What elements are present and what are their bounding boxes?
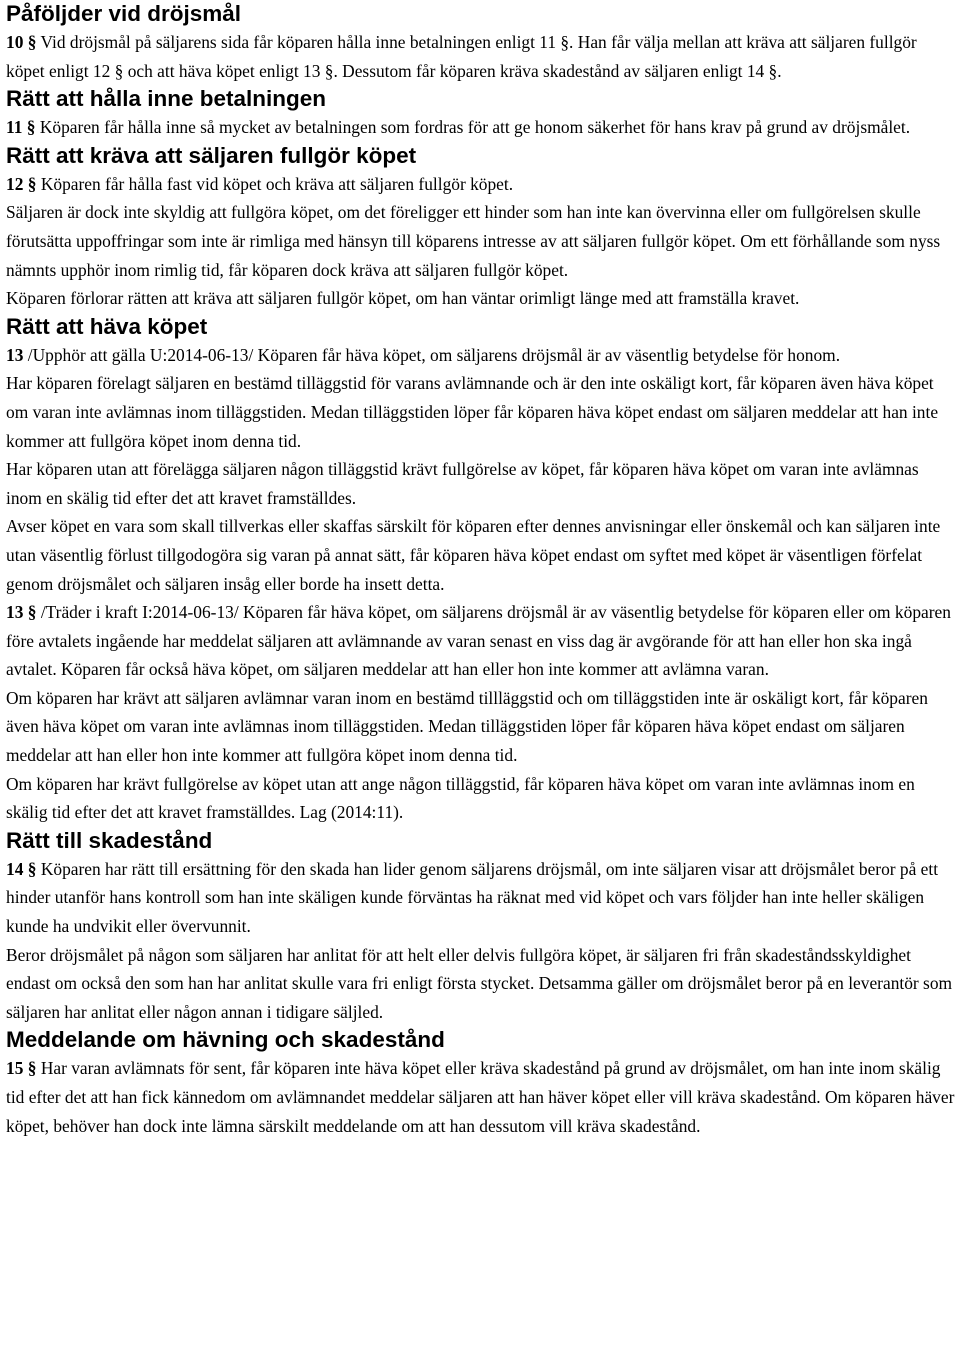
document-page [6, 0, 958, 1140]
paragraph-number: 12 [6, 173, 24, 194]
paragraph-text: Har varan avlämnats för sent, får köparen inte häva köpet eller kräva skadestånd på grund av dröjsmålet, om han inte inom skälig tid efter det att han fick kännedom om avlämnandet meddelar säljaren att han häver köpet eller vill kräva skadestånd. Om köparen häver köpet, behöver han dock inte lämna särskilt meddelande om att han dessutom vill kräva skadestånd. [6, 1058, 955, 1136]
section-sign: § [26, 117, 36, 138]
paragraph-text: Om köparen har krävt fullgörelse av köpet utan att ange någon tilläggstid, får köparen häva köpet om varan inte avlämnas inom en skälig tid efter det att kravet framställdes. Lag (2014:11). [6, 773, 915, 823]
paragraph-number: 15 [6, 1058, 24, 1079]
paragraph [6, 684, 958, 770]
section-sign: § [27, 858, 37, 879]
section-heading: Rätt att hålla inne betalningen [6, 86, 327, 112]
paragraph [6, 284, 958, 313]
paragraph-text: Har köparen utan att förelägga säljaren någon tilläggstid krävt fullgörelse av köpet, får köparen häva köpet om varan inte avlämnas inom en skälig tid efter det att kravet framställdes. [6, 459, 919, 508]
section-heading: Rätt till skadestånd [6, 827, 213, 853]
paragraph [6, 598, 958, 684]
paragraph [6, 455, 958, 512]
paragraph [6, 198, 958, 284]
paragraph-text: /Träder i kraft I:2014-06-13/ Köparen får häva köpet, om säljarens dröjsmål är av väsentlig betydelse för köparen eller om köparen före avtalets ingående har meddelat säljaren att avlämnande av varan senast en viss dag är avgörande för att han eller hon ska ingå avtalet. Köparen får också häva köpet, om säljaren meddelar att han eller hon inte kommer att avlämna varan. [6, 602, 951, 680]
section-heading: Påföljder vid dröjsmål [6, 1, 242, 26]
section-heading: Meddelande om hävning och skadestånd [6, 1027, 445, 1053]
paragraph-text: Säljaren är dock inte skyldig att fullgöra köpet, om det föreligger ett hinder som han inte kan övervinna eller om fullgörelsen skulle förutsätta uppoffringar som inte är rimliga med hänsyn till köparens intresse av att säljaren fullgör köpet. Om ett förhållande som nyss nämnts upphör inom rimlig tid, får köparen dock kräva att säljaren fullgör köpet. [6, 202, 941, 280]
section-sign: § [27, 173, 37, 194]
section-heading: Rätt att häva köpet [6, 313, 208, 339]
paragraph [6, 770, 958, 827]
paragraph [6, 512, 958, 598]
paragraph [6, 341, 958, 370]
paragraph-text: Vid dröjsmål på säljarens sida får köparen hålla inne betalningen enligt 11 §. Han får välja mellan att kräva att säljaren fullgör köpet enligt 12 § och att häva köpet enligt 13 §. Dessutom får köparen kräva skadestånd av säljaren enligt 14 §. [6, 32, 917, 81]
paragraph-number: 13 [6, 344, 24, 365]
paragraph [6, 170, 958, 199]
paragraph-number: 10 [6, 32, 24, 52]
paragraph-text: Köparen har rätt till ersättning för den skada han lider genom säljarens dröjsmål, om inte säljaren visar att dröjsmålet beror på ett hinder utanför hans kontroll som han inte skäligen kunde förväntas ha räknat med vid köpet och vars följder han inte heller skäligen kunde ha undvikit eller övervunnit. [6, 858, 939, 937]
paragraph [6, 1054, 958, 1140]
paragraph-text: Köparen förlorar rätten att kräva att säljaren fullgör köpet, om han väntar orimligt länge med att framställa kravet. [6, 288, 800, 309]
section-heading: Rätt att kräva att säljaren fullgör köpet [6, 142, 417, 168]
paragraph-number: 14 [6, 858, 24, 879]
section-sign: § [27, 602, 37, 623]
paragraph [6, 855, 958, 941]
paragraph [6, 369, 958, 455]
paragraph-text: Avser köpet en vara som skall tillverkas eller skaffas särskilt för köparen efter dennes anvisningar eller önskemål och kan säljaren inte utan väsentlig förlust tillgodogöra sig varan på annat sätt, får köparen häva köpet endast om syftet med köpet är väsentligen förfelat genom dröjsmålet och säljaren insåg eller borde ha insett detta. [6, 516, 941, 594]
paragraph-text: Har köparen förelagt säljaren en bestämd tilläggstid för varans avlämnande och är den inte oskäligt kort, får köparen även häva köpet om varan inte avlämnas inom tilläggstiden. Medan tilläggstiden löper får köparen häva köpet endast om säljaren meddelar att han inte kommer att fullgöra köpet inom denna tid. [6, 373, 939, 451]
paragraph-number: 13 [6, 602, 24, 623]
section-sign: § [27, 32, 37, 52]
paragraph-text: /Upphör att gälla U:2014-06-13/ Köparen får häva köpet, om säljarens dröjsmål är av väsentlig betydelse för honom. [27, 344, 841, 365]
paragraph [6, 28, 958, 85]
paragraph [6, 941, 958, 1027]
paragraph-number: 11 [6, 117, 23, 138]
paragraph-text: Köparen får hålla inne så mycket av betalningen som fordras för att ge honom säkerhet för hans krav på grund av dröjsmålet. [39, 117, 911, 138]
section-sign: § [27, 1058, 37, 1079]
paragraph-text: Köparen får hålla fast vid köpet och kräva att säljaren fullgör köpet. [40, 173, 514, 194]
paragraph [6, 113, 958, 142]
paragraph-text: Om köparen har krävt att säljaren avlämnar varan inom en bestämd tillläggstid och om tilläggstiden inte är oskäligt kort, får köparen även häva köpet om varan inte avlämnas inom tilläggstiden. Medan tilläggstiden löper får köparen häva köpet endast om säljaren meddelar att han eller hon inte kommer att fullgöra köpet inom denna tid. [6, 687, 928, 766]
paragraph-text: Beror dröjsmålet på någon som säljaren har anlitat för att helt eller delvis fullgöra köpet, är säljaren fri från skadeståndsskyldighet endast om också den som han har anlitat skulle vara fri enligt första stycket. Detsamma gäller om dröjsmålet beror på en leverantör som säljaren har anlitat eller någon annan i tidigare säljled. [6, 944, 953, 1022]
